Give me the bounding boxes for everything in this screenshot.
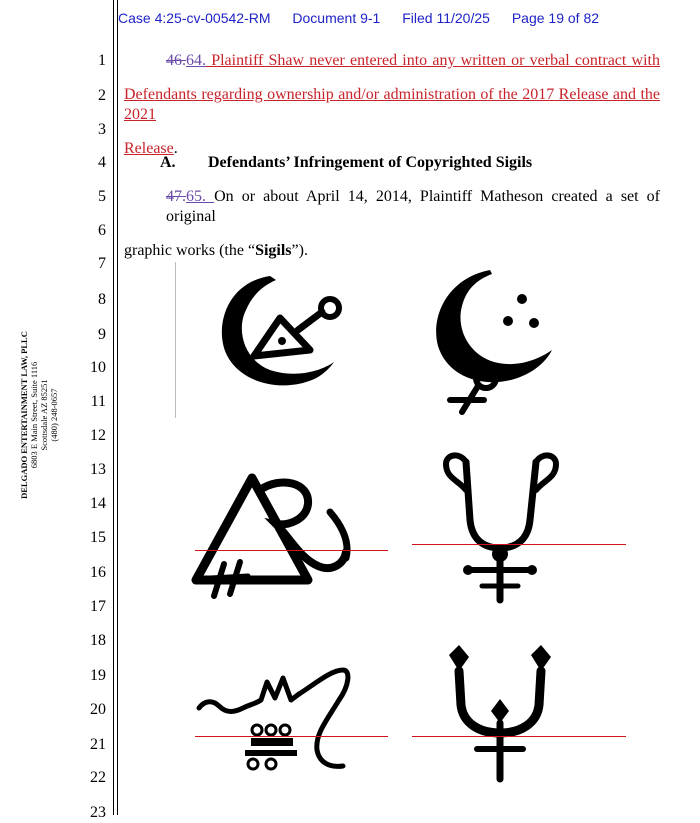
- line-number: 21: [90, 736, 106, 753]
- line-number: 4: [98, 154, 106, 171]
- paragraph-65-text-1: On or about April 14, 2014, Plaintiff Matheson created a set of original: [166, 188, 661, 225]
- firm-phone: (480) 248-0657: [49, 388, 59, 442]
- period: .: [173, 140, 178, 157]
- scan-artifact-line: [175, 262, 176, 418]
- red-rule-1: [195, 550, 388, 551]
- sigil-trident-cross: [440, 450, 560, 610]
- line-number: 5: [98, 188, 106, 205]
- inserted-text-3: Release: [124, 140, 174, 157]
- firm-address: 6803 E Main Street, Suite 1116: [29, 361, 39, 469]
- sigil-crescent-triangle: [210, 268, 350, 398]
- inserted-text-1: Plaintiff Shaw never entered into any written or verbal contract with: [206, 52, 660, 69]
- deleted-number: 46.: [166, 52, 186, 69]
- line-number: 15: [90, 529, 106, 546]
- line-number: 12: [90, 427, 106, 444]
- paragraph-65-line-1: [124, 187, 660, 227]
- case-number: Case 4:25-cv-00542-RM: [118, 10, 271, 26]
- section-heading: [160, 153, 532, 173]
- sigil-diamond-trident: [435, 645, 565, 785]
- line-number: 18: [90, 632, 106, 649]
- line-number: 3: [98, 121, 106, 138]
- paragraph-64-line-2: [124, 85, 660, 125]
- inserted-number: 65.: [186, 188, 215, 205]
- red-rule-3: [195, 736, 388, 737]
- line-number: 19: [90, 667, 106, 684]
- margin-rule-left-2: [117, 0, 118, 815]
- firm-city: Scottsdale AZ 85251: [39, 379, 49, 451]
- inserted-text-2: Defendants regarding ownership and/or administration of the 2017 Release and the 2021: [124, 86, 660, 123]
- sigil-triangle-r: [190, 468, 360, 603]
- line-number: 2: [98, 87, 106, 104]
- paragraph-65-line-2: [124, 241, 660, 261]
- paragraph-64-line-1: [124, 51, 660, 71]
- text-post: ”).: [291, 242, 308, 259]
- sigils-term: Sigils: [255, 242, 292, 259]
- section-title: Defendants’ Infringement of Copyrighted Sigils: [208, 154, 533, 171]
- red-rule-4: [412, 736, 626, 737]
- line-number: 8: [98, 291, 106, 308]
- line-number: 11: [90, 393, 106, 410]
- line-number: 20: [90, 701, 106, 718]
- line-number: 9: [98, 326, 106, 343]
- line-number: 13: [90, 461, 106, 478]
- firm-info: [4, 331, 74, 499]
- red-rule-2: [412, 544, 626, 545]
- firm-name: DELGADO ENTERTAINMENT LAW, PLLC: [19, 331, 29, 499]
- section-letter: A.: [160, 154, 176, 171]
- case-header: [118, 10, 617, 26]
- line-number: 16: [90, 564, 106, 581]
- line-number: 14: [90, 495, 106, 512]
- page-indicator: Page 19 of 82: [511, 10, 600, 26]
- sigil-crescent-venus: [428, 266, 568, 416]
- line-number: 7: [98, 255, 106, 272]
- margin-rule-left-1: [113, 0, 114, 815]
- sigil-wave-trident: [195, 664, 365, 774]
- filed-date: Filed 11/20/25: [402, 10, 490, 26]
- document-number: Document 9-1: [292, 10, 381, 26]
- line-number: 1: [98, 52, 106, 69]
- line-number: 17: [90, 598, 106, 615]
- line-number: 10: [90, 359, 106, 376]
- paragraph-65: [124, 187, 660, 261]
- deleted-number: 47.: [166, 188, 186, 205]
- inserted-number: 64.: [186, 52, 206, 69]
- paragraph-64: [124, 51, 660, 159]
- text-pre: graphic works (the “: [124, 242, 256, 259]
- line-number: 23: [90, 804, 106, 821]
- line-number: 6: [98, 222, 106, 239]
- line-number: 22: [90, 769, 106, 786]
